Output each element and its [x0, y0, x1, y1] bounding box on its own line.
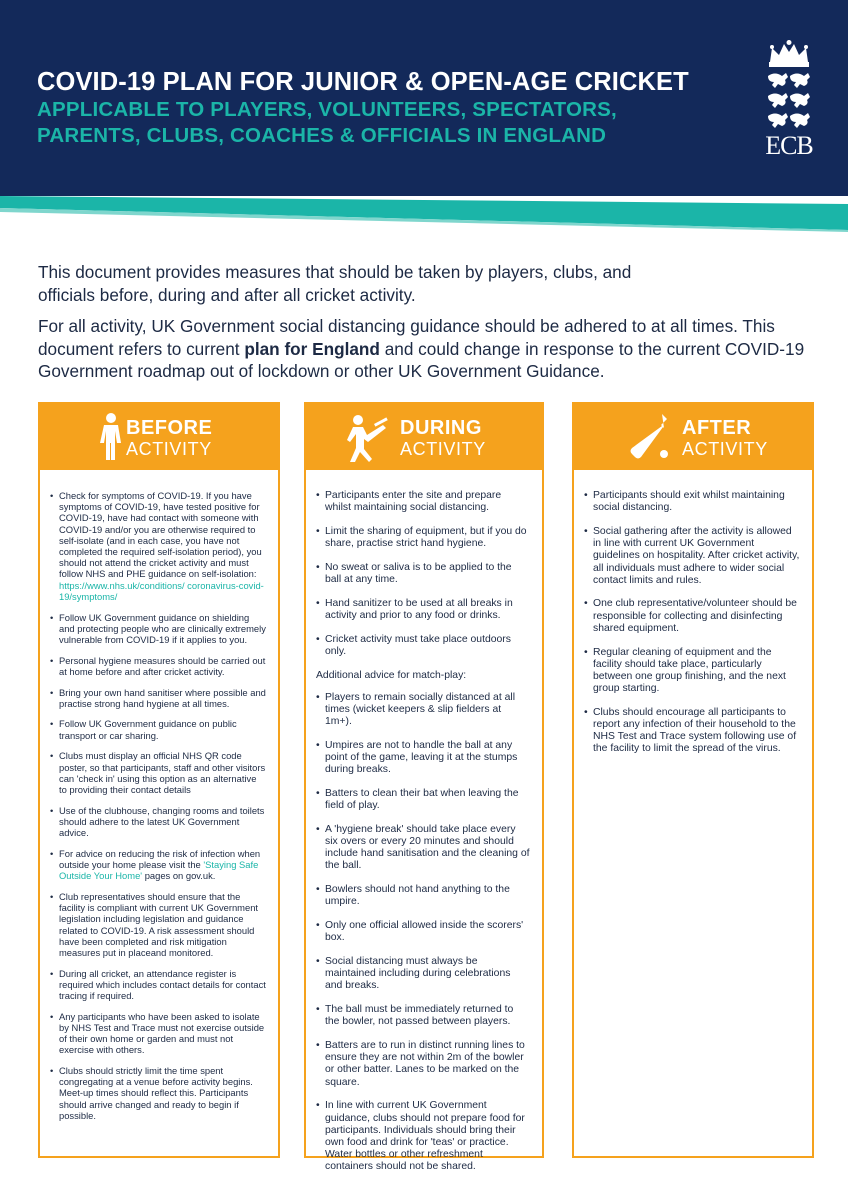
list-item: • For advice on reducing the risk of infection when outside your home please visit the 'Staying Safe Outside Your Home' pages on gov.uk.: [50, 848, 266, 882]
before-activity-body: [40, 470, 278, 1121]
list-item: • The ball must be immediately returned to the bowler, not passed between players.: [316, 1004, 530, 1028]
list-item: • Participants should exit whilst maintaining social distancing.: [584, 490, 800, 514]
page-subtitle-line-2: PARENTS, CLUBS, COACHES & OFFICIALS IN ENGLAND: [37, 124, 607, 147]
cricket-bat-icon: [626, 412, 670, 462]
list-item: • Regular cleaning of equipment and the facility should take place, particularly between one group finishing, and the next group starting.: [584, 647, 800, 696]
after-activity-body: [574, 470, 812, 756]
logo-text: ECB: [765, 131, 813, 160]
during-activity-column: [304, 402, 544, 1173]
list-item: • Bring your own hand sanitiser where possible and practise strong hand hygiene at all times.: [50, 687, 266, 709]
list-item: • Clubs should encourage all participants to report any infection of their household to the NHS Test and Trace system following use of the facility to limit the spread of the virus.: [584, 707, 800, 756]
during-activity-header: [306, 404, 542, 470]
page-subtitle-line-1: APPLICABLE TO PLAYERS, VOLUNTEERS, SPECTATORS,: [37, 98, 617, 121]
list-item: • Limit the sharing of equipment, but if you do share, practise strict hand hygiene.: [316, 526, 530, 550]
list-item: • In line with current UK Government guidance, clubs should not prepare food for participants. Individuals should bring their own food and drink for 'teas' or practice. Water bottles or other refreshment containers should not be shared.: [316, 1100, 530, 1173]
before-subheading: ACTIVITY: [126, 439, 212, 459]
list-item: • Players to remain socially distanced at all times (wicket keepers & slip fielders at 1m+).: [316, 692, 530, 729]
list-item: • No sweat or saliva is to be applied to the ball at any time.: [316, 562, 530, 586]
intro-section: [38, 261, 818, 383]
list-item: • Social distancing must always be maintained including during celebrations and breaks.: [316, 956, 530, 993]
before-activity-header: [40, 404, 278, 470]
list-item: • Follow UK Government guidance on shielding and protecting people who are clinically extremely vulnerable from COVID-19 if it applies to you.: [50, 612, 266, 646]
during-heading: DURING: [400, 417, 482, 439]
after-activity-list: [584, 490, 800, 756]
during-activity-body: [306, 470, 542, 1174]
list-item: • Cricket activity must take place outdoors only.: [316, 634, 530, 658]
list-item: • Use of the clubhouse, changing rooms and toilets should adhere to the latest UK Government advice.: [50, 805, 266, 839]
before-heading-text: [126, 417, 212, 459]
page-header: [0, 0, 848, 232]
ecb-logo: [760, 40, 818, 162]
list-item: • Umpires are not to handle the ball at any point of the game, leaving it at the stumps during breaks.: [316, 740, 530, 777]
list-item: • A 'hygiene break' should take place every six overs or every 20 minutes and should include hand sanitisation and the cleaning of the ball.: [316, 824, 530, 873]
before-heading: BEFORE: [126, 417, 213, 439]
nhs-symptoms-link[interactable]: https://www.nhs.uk/conditions/ coronavirus-covid-19/symptoms/: [59, 579, 264, 602]
crown-and-lions-icon: [760, 40, 818, 132]
match-play-list: [316, 692, 530, 1174]
list-item: • Club representatives should ensure that the facility is compliant with current UK Government legislation including legislation and guidance related to COVID-19. A risk assessment should have been completed and risk mitigation measures put in placeand monitored.: [50, 891, 266, 958]
list-item: • During all cricket, an attendance register is required which includes contact details for contact tracing if required.: [50, 968, 266, 1002]
page-title: COVID-19 PLAN FOR JUNIOR & OPEN-AGE CRICKET: [37, 68, 689, 96]
after-heading: AFTER: [682, 417, 752, 439]
list-item: • Hand sanitizer to be used at all breaks in activity and prior to any food or drinks.: [316, 598, 530, 622]
intro-p2-end: and could change in response to the current COVID-19 Government roadmap out of lockdown or other UK Government Guidance.: [38, 338, 805, 381]
intro-p2-start: For all activity, UK Government social distancing guidance should be adhered to at all times. This document refers to current: [38, 316, 775, 359]
list-item: • Bowlers should not hand anything to the umpire.: [316, 884, 530, 908]
intro-paragraph-2: [38, 315, 818, 383]
list-item: • Social gathering after the activity is allowed in line with current UK Government guidelines on hospitality. After cricket activity, all individuals must adhere to wider social contact limits and rules.: [584, 526, 800, 587]
match-play-heading: Additional advice for match-play:: [316, 669, 467, 681]
list-item: • Check for symptoms of COVID-19. If you have symptoms of COVID-19, have tested positive for COVID-19, have had contact with someone with COVID-19 and/or you are otherwise required to self-isolate (and in each case, you have not completed the required self-isolation period), you should not attend the cricket activity and must follow NHS and PHE guidance on self-isolation: https://www.nhs.uk/conditions/ coronavirus-covid-19/symptoms/: [50, 490, 266, 602]
list-item: • Follow UK Government guidance on public transport or car sharing.: [50, 718, 266, 740]
during-heading-text: [400, 417, 486, 459]
before-activity-list: [50, 490, 266, 1121]
staying-safe-link[interactable]: 'Staying Safe Outside Your Home': [59, 858, 259, 882]
plan-for-england-emphasis: plan for England: [244, 338, 380, 359]
list-item: • Batters are to run in distinct running lines to ensure they are not within 2m of the bowler or other batter. Lanes to be marked on the square.: [316, 1040, 530, 1089]
after-heading-text: [682, 417, 768, 459]
during-subheading: ACTIVITY: [400, 439, 486, 459]
list-item: • Clubs must display an official NHS QR code poster, so that participants, staff and other visitors can 'check in' using this option as an alternative to providing their contact details: [50, 750, 266, 795]
list-item: • Participants enter the site and prepare whilst maintaining social distancing.: [316, 490, 530, 514]
intro-paragraph-1: This document provides measures that should be taken by players, clubs, and officials before, during and after all cricket activity.: [38, 262, 632, 305]
title-block: [37, 68, 737, 149]
batsman-icon: [344, 412, 390, 462]
list-item: • Only one official allowed inside the scorers' box.: [316, 920, 530, 944]
list-item: • Clubs should strictly limit the time spent congregating at a venue before activity begins. Meet-up times should reflect this. Participants should arrive changed and ready to begin if possible.: [50, 1065, 266, 1121]
before-activity-column: [38, 402, 280, 1158]
list-item: • Personal hygiene measures should be carried out at home before and after cricket activity.: [50, 655, 266, 677]
after-activity-column: [572, 402, 814, 1158]
list-item: • One club representative/volunteer should be responsible for collecting and disinfecting shared equipment.: [584, 598, 800, 635]
after-subheading: ACTIVITY: [682, 439, 768, 459]
person-standing-icon: [92, 412, 130, 462]
during-activity-list: [316, 490, 530, 658]
list-item: • Batters to clean their bat when leaving the field of play.: [316, 788, 530, 812]
after-activity-header: [574, 404, 812, 470]
list-item: • Any participants who have been asked to isolate by NHS Test and Trace must not exercise outside of their own home or garden and must not exercise with others.: [50, 1011, 266, 1056]
